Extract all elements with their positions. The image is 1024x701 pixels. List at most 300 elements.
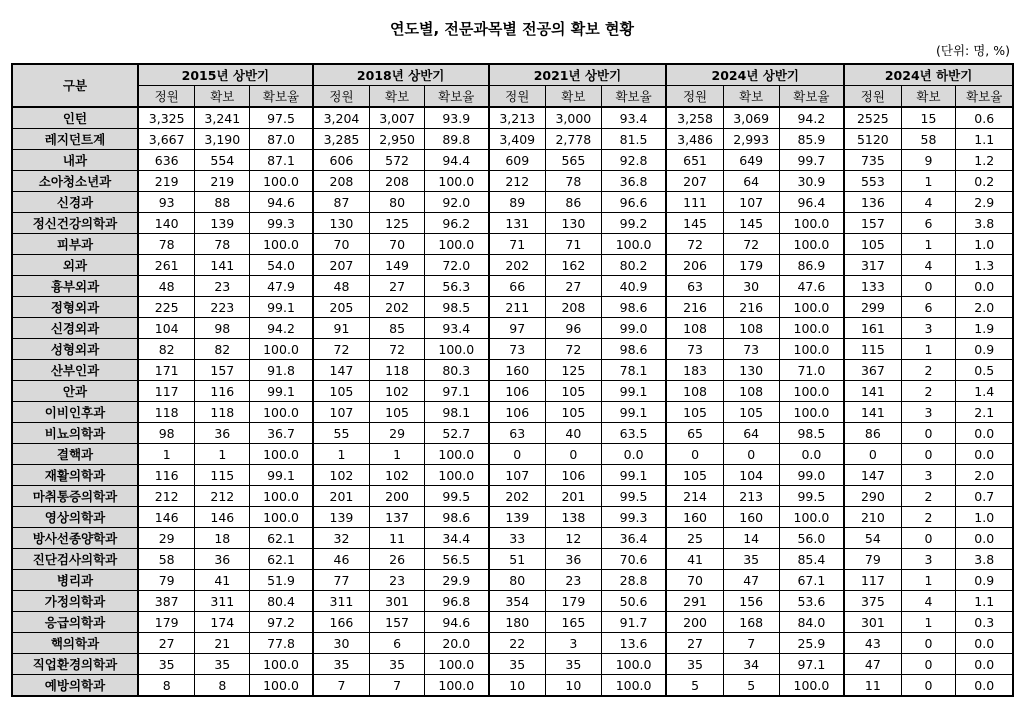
table-cell: 79	[844, 549, 901, 570]
table-cell: 63.5	[601, 423, 666, 444]
table-cell: 100.0	[425, 339, 489, 360]
table-cell: 96.4	[779, 192, 844, 213]
row-label: 가정의학과	[12, 591, 138, 612]
table-cell: 10	[545, 675, 601, 697]
table-cell: 3.8	[956, 213, 1013, 234]
table-cell: 105	[666, 465, 723, 486]
table-cell: 70	[666, 570, 723, 591]
table-cell: 649	[723, 150, 779, 171]
table-cell: 200	[370, 486, 425, 507]
table-cell: 107	[313, 402, 370, 423]
table-cell: 140	[138, 213, 195, 234]
table-cell: 78.1	[601, 360, 666, 381]
table-cell: 202	[489, 486, 546, 507]
table-cell: 100.0	[425, 234, 489, 255]
table-cell: 98.6	[425, 507, 489, 528]
table-cell: 105	[545, 381, 601, 402]
table-cell: 2	[901, 360, 956, 381]
table-cell: 130	[313, 213, 370, 234]
table-cell: 131	[489, 213, 546, 234]
table-cell: 98.6	[601, 339, 666, 360]
table-cell: 100.0	[250, 171, 313, 192]
table-row	[12, 297, 1013, 318]
table-cell: 1	[370, 444, 425, 465]
table-cell: 80	[489, 570, 546, 591]
table-cell: 3	[901, 465, 956, 486]
header-group-row	[12, 64, 1013, 86]
table-cell: 2,778	[545, 129, 601, 150]
row-label: 신경과	[12, 192, 138, 213]
table-cell: 72	[723, 234, 779, 255]
row-label: 산부인과	[12, 360, 138, 381]
table-cell: 85	[370, 318, 425, 339]
table-cell: 9	[901, 150, 956, 171]
table-cell: 4	[901, 192, 956, 213]
table-cell: 3,241	[195, 107, 250, 129]
table-cell: 15	[901, 107, 956, 129]
row-label: 외과	[12, 255, 138, 276]
table-cell: 2.1	[956, 402, 1013, 423]
table-cell: 67.1	[779, 570, 844, 591]
table-cell: 3	[901, 318, 956, 339]
table-cell: 35	[489, 654, 546, 675]
table-cell: 3,204	[313, 107, 370, 129]
table-cell: 118	[195, 402, 250, 423]
table-cell: 36.8	[601, 171, 666, 192]
table-cell: 102	[370, 465, 425, 486]
table-cell: 207	[313, 255, 370, 276]
table-cell: 201	[313, 486, 370, 507]
table-cell: 1.0	[956, 234, 1013, 255]
sub-header: 정원	[138, 86, 195, 108]
table-row	[12, 255, 1013, 276]
table-cell: 94.2	[250, 318, 313, 339]
table-cell: 636	[138, 150, 195, 171]
table-row	[12, 675, 1013, 697]
table-cell: 82	[195, 339, 250, 360]
table-cell: 8	[195, 675, 250, 697]
row-label: 소아청소년과	[12, 171, 138, 192]
sub-header: 확보	[901, 86, 956, 108]
table-cell: 93.9	[425, 107, 489, 129]
table-cell: 99.7	[779, 150, 844, 171]
table-cell: 72	[313, 339, 370, 360]
table-cell: 32	[313, 528, 370, 549]
table-cell: 2	[901, 381, 956, 402]
table-cell: 47.6	[779, 276, 844, 297]
table-cell: 157	[844, 213, 901, 234]
table-cell: 100.0	[250, 402, 313, 423]
table-cell: 111	[666, 192, 723, 213]
table-cell: 51	[489, 549, 546, 570]
table-cell: 51.9	[250, 570, 313, 591]
table-cell: 100.0	[779, 507, 844, 528]
table-cell: 0.0	[956, 444, 1013, 465]
table-cell: 565	[545, 150, 601, 171]
table-cell: 81.5	[601, 129, 666, 150]
table-cell: 100.0	[250, 339, 313, 360]
sub-header: 확보율	[250, 86, 313, 108]
table-cell: 0.9	[956, 339, 1013, 360]
table-cell: 105	[313, 381, 370, 402]
table-cell: 13.6	[601, 633, 666, 654]
table-cell: 179	[138, 612, 195, 633]
table-cell: 99.5	[779, 486, 844, 507]
table-cell: 1.9	[956, 318, 1013, 339]
table-cell: 141	[195, 255, 250, 276]
table-cell: 35	[723, 549, 779, 570]
table-cell: 183	[666, 360, 723, 381]
table-row	[12, 633, 1013, 654]
table-cell: 87.0	[250, 129, 313, 150]
table-cell: 1	[313, 444, 370, 465]
table-row	[12, 339, 1013, 360]
table-cell: 29.9	[425, 570, 489, 591]
table-cell: 36.7	[250, 423, 313, 444]
table-cell: 92.8	[601, 150, 666, 171]
row-label: 신경외과	[12, 318, 138, 339]
group-header: 2018년 상반기	[313, 64, 489, 86]
table-cell: 211	[489, 297, 546, 318]
row-label: 이비인후과	[12, 402, 138, 423]
table-cell: 20.0	[425, 633, 489, 654]
table-body	[12, 107, 1013, 696]
table-cell: 73	[723, 339, 779, 360]
table-cell: 208	[545, 297, 601, 318]
table-cell: 23	[195, 276, 250, 297]
table-cell: 100.0	[779, 297, 844, 318]
row-label: 비뇨의학과	[12, 423, 138, 444]
table-cell: 35	[138, 654, 195, 675]
row-label: 성형외과	[12, 339, 138, 360]
table-cell: 70	[313, 234, 370, 255]
table-cell: 97.2	[250, 612, 313, 633]
table-cell: 93.4	[601, 107, 666, 129]
table-cell: 375	[844, 591, 901, 612]
table-cell: 100.0	[601, 234, 666, 255]
table-cell: 174	[195, 612, 250, 633]
table-cell: 3,190	[195, 129, 250, 150]
table-cell: 104	[723, 465, 779, 486]
table-cell: 62.1	[250, 528, 313, 549]
table-cell: 72	[545, 339, 601, 360]
table-cell: 86.9	[779, 255, 844, 276]
table-cell: 98.5	[779, 423, 844, 444]
table-cell: 98.5	[425, 297, 489, 318]
table-row	[12, 107, 1013, 129]
table-cell: 1.2	[956, 150, 1013, 171]
table-cell: 72.0	[425, 255, 489, 276]
table-cell: 116	[195, 381, 250, 402]
table-cell: 0	[545, 444, 601, 465]
table-row	[12, 234, 1013, 255]
table-cell: 161	[844, 318, 901, 339]
table-cell: 0.0	[956, 675, 1013, 697]
table-cell: 27	[370, 276, 425, 297]
table-cell: 145	[666, 213, 723, 234]
table-cell: 100.0	[250, 675, 313, 697]
table-cell: 291	[666, 591, 723, 612]
table-cell: 2,993	[723, 129, 779, 150]
table-cell: 91.7	[601, 612, 666, 633]
table-cell: 30	[723, 276, 779, 297]
table-row	[12, 381, 1013, 402]
table-cell: 2.0	[956, 297, 1013, 318]
row-label: 결핵과	[12, 444, 138, 465]
table-row	[12, 318, 1013, 339]
table-cell: 23	[545, 570, 601, 591]
sub-header: 정원	[489, 86, 546, 108]
table-cell: 137	[370, 507, 425, 528]
row-label: 진단검사의학과	[12, 549, 138, 570]
table-cell: 107	[489, 465, 546, 486]
table-cell: 6	[901, 213, 956, 234]
group-header: 2021년 상반기	[489, 64, 667, 86]
table-cell: 117	[844, 570, 901, 591]
table-cell: 1.3	[956, 255, 1013, 276]
table-cell: 2.9	[956, 192, 1013, 213]
table-cell: 387	[138, 591, 195, 612]
table-cell: 48	[313, 276, 370, 297]
group-header: 2015년 상반기	[138, 64, 313, 86]
table-cell: 105	[666, 402, 723, 423]
table-cell: 100.0	[779, 381, 844, 402]
table-cell: 553	[844, 171, 901, 192]
table-cell: 100.0	[779, 213, 844, 234]
table-cell: 105	[370, 402, 425, 423]
table-cell: 100.0	[779, 234, 844, 255]
table-cell: 1.1	[956, 591, 1013, 612]
table-cell: 141	[844, 402, 901, 423]
table-cell: 85.4	[779, 549, 844, 570]
table-cell: 36	[195, 549, 250, 570]
table-cell: 102	[370, 381, 425, 402]
table-row	[12, 129, 1013, 150]
table-cell: 25.9	[779, 633, 844, 654]
table-cell: 180	[489, 612, 546, 633]
table-cell: 99.5	[425, 486, 489, 507]
table-cell: 179	[723, 255, 779, 276]
table-cell: 99.1	[601, 381, 666, 402]
table-cell: 0.6	[956, 107, 1013, 129]
table-row	[12, 150, 1013, 171]
table-cell: 6	[370, 633, 425, 654]
table-cell: 100.0	[425, 675, 489, 697]
table-cell: 26	[370, 549, 425, 570]
table-cell: 0.0	[956, 654, 1013, 675]
table-cell: 27	[545, 276, 601, 297]
table-cell: 223	[195, 297, 250, 318]
sub-header: 확보율	[956, 86, 1013, 108]
table-cell: 58	[901, 129, 956, 150]
table-cell: 3	[545, 633, 601, 654]
row-label: 레지던트계	[12, 129, 138, 150]
table-row	[12, 528, 1013, 549]
sub-header: 확보	[723, 86, 779, 108]
table-cell: 65	[666, 423, 723, 444]
table-cell: 88	[195, 192, 250, 213]
table-cell: 52.7	[425, 423, 489, 444]
table-cell: 139	[313, 507, 370, 528]
row-label: 인턴	[12, 107, 138, 129]
table-cell: 80.2	[601, 255, 666, 276]
table-cell: 212	[489, 171, 546, 192]
table-cell: 97	[489, 318, 546, 339]
table-cell: 96.6	[601, 192, 666, 213]
table-cell: 56.0	[779, 528, 844, 549]
table-cell: 80.4	[250, 591, 313, 612]
table-cell: 100.0	[425, 654, 489, 675]
table-cell: 100.0	[425, 171, 489, 192]
table-row	[12, 192, 1013, 213]
table-cell: 147	[313, 360, 370, 381]
table-cell: 3.8	[956, 549, 1013, 570]
table-cell: 1.4	[956, 381, 1013, 402]
table-cell: 35	[666, 654, 723, 675]
table-cell: 27	[138, 633, 195, 654]
table-cell: 1	[195, 444, 250, 465]
table-cell: 64	[723, 171, 779, 192]
table-cell: 7	[313, 675, 370, 697]
table-cell: 212	[195, 486, 250, 507]
table-cell: 3,285	[313, 129, 370, 150]
table-cell: 6	[901, 297, 956, 318]
table-row	[12, 423, 1013, 444]
table-cell: 33	[489, 528, 546, 549]
table-cell: 99.1	[250, 381, 313, 402]
table-cell: 28.8	[601, 570, 666, 591]
table-cell: 18	[195, 528, 250, 549]
table-cell: 104	[138, 318, 195, 339]
table-cell: 46	[313, 549, 370, 570]
table-cell: 162	[545, 255, 601, 276]
table-cell: 56.3	[425, 276, 489, 297]
table-cell: 149	[370, 255, 425, 276]
table-cell: 98	[138, 423, 195, 444]
table-cell: 92.0	[425, 192, 489, 213]
table-cell: 311	[313, 591, 370, 612]
table-cell: 89.8	[425, 129, 489, 150]
sub-header: 확보율	[779, 86, 844, 108]
table-cell: 99.1	[601, 402, 666, 423]
table-cell: 3,258	[666, 107, 723, 129]
table-row	[12, 171, 1013, 192]
table-cell: 36.4	[601, 528, 666, 549]
table-cell: 138	[545, 507, 601, 528]
table-cell: 43	[844, 633, 901, 654]
table-cell: 171	[138, 360, 195, 381]
table-row	[12, 213, 1013, 234]
table-cell: 1	[901, 570, 956, 591]
table-cell: 139	[489, 507, 546, 528]
category-header: 구분	[12, 64, 138, 107]
row-label: 흉부외과	[12, 276, 138, 297]
sub-header: 확보율	[425, 86, 489, 108]
row-label: 예방의학과	[12, 675, 138, 697]
table-cell: 208	[313, 171, 370, 192]
table-cell: 0.0	[779, 444, 844, 465]
table-cell: 73	[666, 339, 723, 360]
table-cell: 0	[901, 444, 956, 465]
table-cell: 94.4	[425, 150, 489, 171]
table-cell: 22	[489, 633, 546, 654]
table-cell: 53.6	[779, 591, 844, 612]
table-cell: 4	[901, 591, 956, 612]
table-cell: 0.2	[956, 171, 1013, 192]
table-cell: 106	[489, 402, 546, 423]
table-cell: 64	[723, 423, 779, 444]
table-cell: 216	[666, 297, 723, 318]
table-cell: 86	[844, 423, 901, 444]
table-cell: 100.0	[250, 234, 313, 255]
table-cell: 261	[138, 255, 195, 276]
table-cell: 96	[545, 318, 601, 339]
table-cell: 96.2	[425, 213, 489, 234]
row-label: 정신건강의학과	[12, 213, 138, 234]
table-cell: 125	[370, 213, 425, 234]
table-cell: 89	[489, 192, 546, 213]
table-cell: 301	[370, 591, 425, 612]
table-cell: 572	[370, 150, 425, 171]
table-row	[12, 507, 1013, 528]
row-label: 안과	[12, 381, 138, 402]
table-cell: 99.0	[779, 465, 844, 486]
table-cell: 35	[195, 654, 250, 675]
table-cell: 311	[195, 591, 250, 612]
sub-header: 확보	[195, 86, 250, 108]
table-cell: 100.0	[250, 486, 313, 507]
table-cell: 108	[723, 318, 779, 339]
table-cell: 96.8	[425, 591, 489, 612]
table-cell: 299	[844, 297, 901, 318]
table-cell: 98.1	[425, 402, 489, 423]
table-cell: 225	[138, 297, 195, 318]
table-cell: 554	[195, 150, 250, 171]
table-cell: 82	[138, 339, 195, 360]
table-cell: 317	[844, 255, 901, 276]
table-cell: 34	[723, 654, 779, 675]
row-label: 재활의학과	[12, 465, 138, 486]
table-cell: 1.1	[956, 129, 1013, 150]
table-cell: 94.6	[250, 192, 313, 213]
table-cell: 3	[901, 402, 956, 423]
table-row	[12, 654, 1013, 675]
table-cell: 130	[545, 213, 601, 234]
table-cell: 58	[138, 549, 195, 570]
header-sub-row	[12, 86, 1013, 108]
table-cell: 100.0	[779, 339, 844, 360]
table-cell: 0	[901, 654, 956, 675]
table-cell: 36	[195, 423, 250, 444]
table-cell: 205	[313, 297, 370, 318]
group-header: 2024년 하반기	[844, 64, 1013, 86]
table-cell: 94.6	[425, 612, 489, 633]
table-cell: 141	[844, 381, 901, 402]
table-cell: 100.0	[601, 675, 666, 697]
table-cell: 30.9	[779, 171, 844, 192]
table-cell: 0.0	[956, 276, 1013, 297]
table-cell: 93	[138, 192, 195, 213]
table-cell: 11	[844, 675, 901, 697]
sub-header: 확보	[370, 86, 425, 108]
table-cell: 80.3	[425, 360, 489, 381]
table-cell: 7	[370, 675, 425, 697]
table-cell: 0	[901, 633, 956, 654]
table-row	[12, 549, 1013, 570]
table-cell: 78	[138, 234, 195, 255]
table-cell: 35	[545, 654, 601, 675]
row-label: 피부과	[12, 234, 138, 255]
